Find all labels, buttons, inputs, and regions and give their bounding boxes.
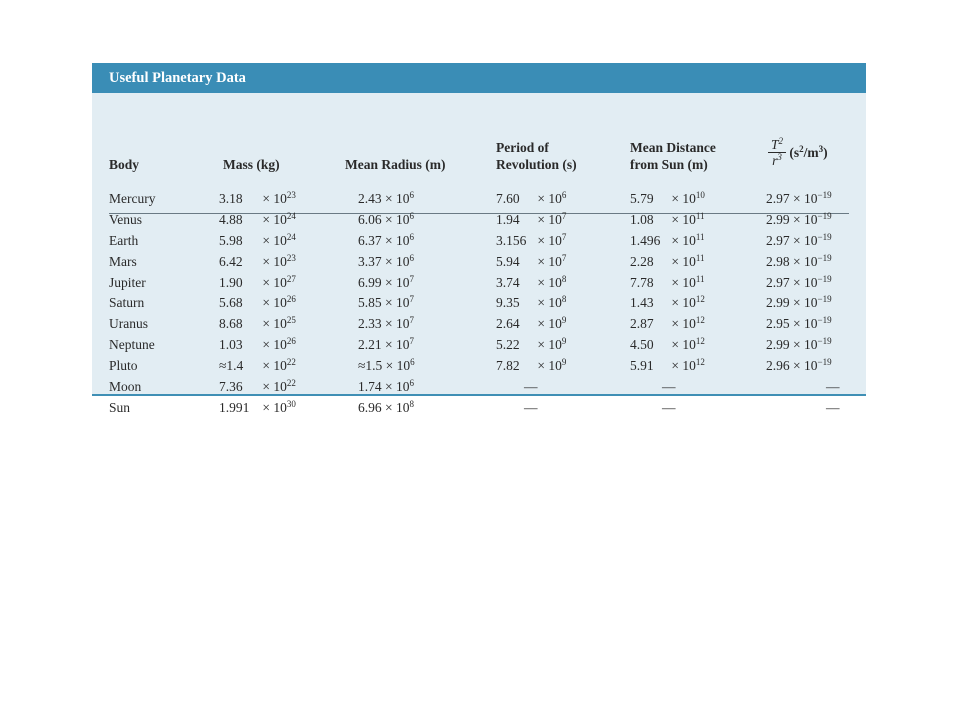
table-row xyxy=(92,335,866,356)
cell-distance xyxy=(630,314,705,335)
mantissa: 2.95 xyxy=(766,316,790,332)
mantissa: 1.08 xyxy=(630,211,654,227)
exponent: −19 xyxy=(817,294,832,305)
mantissa: 7.78 xyxy=(630,274,654,290)
dash-placeholder: — xyxy=(662,399,676,415)
exponent: 22 xyxy=(286,357,296,368)
header-period xyxy=(496,139,577,173)
times-sign: × 10 xyxy=(668,316,696,332)
exponent: −19 xyxy=(817,210,832,221)
times-sign: × 10 xyxy=(381,295,410,311)
cell-mass xyxy=(219,210,296,231)
mantissa: 6.06 xyxy=(358,211,382,227)
cell-body: Moon xyxy=(109,379,142,395)
dash-placeholder: — xyxy=(524,379,538,395)
times-sign: × 10 xyxy=(259,295,287,311)
mantissa: 9.35 xyxy=(496,295,520,311)
cell-ratio xyxy=(766,314,832,335)
exponent: 7 xyxy=(561,252,567,263)
exponent: 7 xyxy=(409,273,414,284)
cell-radius xyxy=(358,356,415,377)
exponent: 7 xyxy=(409,294,414,305)
mantissa: 6.37 xyxy=(358,232,382,248)
table-row xyxy=(92,377,866,398)
times-sign: × 10 xyxy=(381,399,410,415)
cell-body: Pluto xyxy=(109,358,138,374)
times-sign: × 10 xyxy=(259,316,287,332)
cell-period xyxy=(496,231,566,252)
exponent: 7 xyxy=(409,315,414,326)
mantissa: 2.98 xyxy=(766,253,790,269)
exponent: 9 xyxy=(561,357,567,368)
cell-mass xyxy=(219,252,296,273)
mantissa: 1.496 xyxy=(630,232,661,248)
exponent: −19 xyxy=(817,190,832,200)
mantissa: 4.88 xyxy=(219,211,243,227)
times-sign: × 10 xyxy=(382,358,411,374)
mantissa: 6.96 xyxy=(358,399,382,415)
cell-ratio xyxy=(766,252,832,273)
cell-body: Saturn xyxy=(109,295,145,311)
cell-body: Mercury xyxy=(109,191,156,206)
times-sign: × 10 xyxy=(259,399,287,415)
exponent: 11 xyxy=(695,273,705,284)
table-row xyxy=(92,398,866,419)
cell-body: Sun xyxy=(109,399,131,415)
mantissa: 5.85 xyxy=(358,295,382,311)
cell-distance xyxy=(630,293,705,314)
header-ratio xyxy=(768,137,828,168)
mantissa: 1.74 xyxy=(358,379,382,395)
table-row xyxy=(92,273,866,294)
cell-ratio xyxy=(766,398,840,419)
times-sign: × 10 xyxy=(789,253,818,269)
times-sign: × 10 xyxy=(534,253,562,269)
exponent: 7 xyxy=(561,231,567,242)
mantissa: 2.33 xyxy=(358,316,382,332)
table-row xyxy=(92,231,866,252)
times-sign: × 10 xyxy=(789,358,818,374)
exponent: 12 xyxy=(695,336,705,347)
exponent: 6 xyxy=(410,357,415,368)
exponent: 11 xyxy=(695,252,705,263)
header-distance xyxy=(630,139,716,173)
times-sign: × 10 xyxy=(534,316,562,332)
cell-body: Neptune xyxy=(109,337,155,353)
exponent: 7 xyxy=(409,336,414,347)
exponent: 9 xyxy=(561,315,567,326)
mantissa: 5.68 xyxy=(219,295,243,311)
mantissa: 2.21 xyxy=(358,337,382,353)
mantissa: 2.99 xyxy=(766,337,790,353)
mantissa: ≈1.4 xyxy=(219,358,244,374)
mantissa: 7.82 xyxy=(496,358,520,374)
times-sign: × 10 xyxy=(534,295,562,311)
ratio-fraction xyxy=(768,137,786,168)
mantissa: 5.22 xyxy=(496,337,520,353)
times-sign: × 10 xyxy=(534,274,562,290)
times-sign: × 10 xyxy=(789,337,818,353)
cell-period xyxy=(496,398,538,419)
times-sign: × 10 xyxy=(259,191,287,206)
exponent: 6 xyxy=(409,190,414,200)
cell-ratio xyxy=(766,273,832,294)
cell-period xyxy=(496,189,566,210)
cell-mass xyxy=(219,231,296,252)
exponent: −19 xyxy=(817,231,832,242)
exponent: 8 xyxy=(561,294,567,305)
cell-distance xyxy=(630,398,676,419)
mantissa: 5.98 xyxy=(219,232,243,248)
exponent: 23 xyxy=(286,252,296,263)
exponent: 9 xyxy=(561,336,567,347)
mantissa: 2.28 xyxy=(630,253,654,269)
mantissa: 3.37 xyxy=(358,253,382,269)
times-sign: × 10 xyxy=(259,211,287,227)
mantissa: 4.50 xyxy=(630,337,654,353)
cell-ratio xyxy=(766,210,832,231)
cell-distance xyxy=(630,273,705,294)
cell-period xyxy=(496,314,566,335)
exponent: −19 xyxy=(817,357,832,368)
mantissa: 2.43 xyxy=(358,191,382,206)
times-sign: × 10 xyxy=(534,211,562,227)
exponent: −19 xyxy=(817,315,832,326)
cell-mass xyxy=(219,189,296,210)
ratio-units: $(s^2/m^3)$ xyxy=(789,144,828,160)
cell-ratio xyxy=(766,293,832,314)
exponent: −19 xyxy=(817,273,832,284)
cell-radius xyxy=(358,335,414,356)
mantissa: 2.99 xyxy=(766,211,790,227)
cell-period xyxy=(496,273,566,294)
ratio-denominator: $r^3$ xyxy=(772,152,782,168)
cell-period xyxy=(496,252,566,273)
cell-ratio xyxy=(766,356,832,377)
cell-radius xyxy=(358,252,414,273)
times-sign: × 10 xyxy=(381,337,410,353)
header-period-line2: Revolution (s) xyxy=(496,157,577,172)
ratio-numerator: $T^2$ xyxy=(768,137,786,153)
table-row xyxy=(92,293,866,314)
mantissa: 2.97 xyxy=(766,232,790,248)
mantissa: 2.87 xyxy=(630,316,654,332)
times-sign: × 10 xyxy=(668,253,696,269)
header-mass: Mass (kg) xyxy=(223,157,280,172)
mantissa: 7.60 xyxy=(496,191,520,206)
exponent: 11 xyxy=(695,210,705,221)
times-sign: × 10 xyxy=(534,358,562,374)
dash-placeholder: — xyxy=(662,379,676,395)
cell-period xyxy=(496,293,566,314)
cell-radius xyxy=(358,314,414,335)
exponent: 6 xyxy=(409,210,414,221)
cell-distance xyxy=(630,377,676,398)
mantissa: 1.03 xyxy=(219,337,243,353)
cell-radius xyxy=(358,398,414,419)
table-row xyxy=(92,356,866,377)
times-sign: × 10 xyxy=(259,253,287,269)
times-sign: × 10 xyxy=(259,379,287,395)
exponent: 26 xyxy=(286,294,296,305)
planetary-data-table xyxy=(92,63,866,415)
mantissa: 5.91 xyxy=(630,358,654,374)
times-sign: × 10 xyxy=(534,337,562,353)
header-body: Body xyxy=(109,157,140,172)
exponent: 7 xyxy=(561,210,567,221)
mantissa: 3.156 xyxy=(496,232,527,248)
mantissa: 1.991 xyxy=(219,399,250,415)
dash-placeholder: — xyxy=(826,399,840,415)
cell-body: Venus xyxy=(109,211,142,227)
times-sign: × 10 xyxy=(381,232,410,248)
exponent: 6 xyxy=(409,252,414,263)
times-sign: × 10 xyxy=(668,295,696,311)
exponent: 8 xyxy=(561,273,567,284)
times-sign: × 10 xyxy=(381,253,410,269)
exponent: 12 xyxy=(695,315,705,326)
table-row xyxy=(92,252,866,273)
cell-mass xyxy=(219,356,296,377)
header-distance-line2: from Sun (m) xyxy=(630,157,708,172)
cell-period xyxy=(496,210,566,231)
times-sign: × 10 xyxy=(789,274,818,290)
table-row xyxy=(92,314,866,335)
mantissa: 8.68 xyxy=(219,316,243,332)
times-sign: × 10 xyxy=(789,232,818,248)
exponent: 30 xyxy=(286,398,296,409)
exponent: −19 xyxy=(817,336,832,347)
mantissa: 2.97 xyxy=(766,191,790,206)
cell-mass xyxy=(219,377,296,398)
cell-ratio xyxy=(766,335,832,356)
cell-radius xyxy=(358,231,414,252)
exponent: 6 xyxy=(561,190,567,200)
cell-radius xyxy=(358,210,414,231)
dash-placeholder: — xyxy=(826,379,840,395)
times-sign: × 10 xyxy=(259,232,287,248)
exponent: 22 xyxy=(286,378,296,389)
mantissa: ≈1.5 xyxy=(358,358,383,374)
table-title: Useful Planetary Data xyxy=(92,63,866,93)
mantissa: 2.97 xyxy=(766,274,790,290)
exponent: 8 xyxy=(409,398,414,409)
cell-distance xyxy=(630,356,705,377)
cell-ratio xyxy=(766,231,832,252)
exponent: 12 xyxy=(695,357,705,368)
exponent: 25 xyxy=(286,315,296,326)
times-sign: × 10 xyxy=(789,295,818,311)
mantissa: 3.18 xyxy=(219,191,243,206)
exponent: 10 xyxy=(695,190,705,200)
table-row xyxy=(92,210,866,231)
exponent: 27 xyxy=(286,273,296,284)
cell-body: Earth xyxy=(109,232,139,248)
exponent: −19 xyxy=(817,252,832,263)
table-row xyxy=(92,189,866,210)
mantissa: 2.96 xyxy=(766,358,790,374)
exponent: 24 xyxy=(286,210,296,221)
times-sign: × 10 xyxy=(668,358,696,374)
times-sign: × 10 xyxy=(381,316,410,332)
exponent: 11 xyxy=(695,231,705,242)
header-distance-line1: Mean Distance xyxy=(630,140,716,155)
table-body xyxy=(92,189,866,419)
mantissa: 5.79 xyxy=(630,191,654,206)
cell-mass xyxy=(219,398,296,419)
exponent: 23 xyxy=(286,190,296,200)
cell-ratio xyxy=(766,377,840,398)
cell-distance xyxy=(630,252,705,273)
exponent: 26 xyxy=(286,336,296,347)
mantissa: 1.90 xyxy=(219,274,243,290)
times-sign: × 10 xyxy=(668,191,696,206)
times-sign: × 10 xyxy=(381,191,410,206)
mantissa: 2.64 xyxy=(496,316,520,332)
times-sign: × 10 xyxy=(789,191,818,206)
cell-distance xyxy=(630,210,705,231)
cell-body: Mars xyxy=(109,253,137,269)
cell-distance xyxy=(630,189,705,210)
times-sign: × 10 xyxy=(381,211,410,227)
cell-period xyxy=(496,356,566,377)
mantissa: 6.42 xyxy=(219,253,243,269)
cell-radius xyxy=(358,273,414,294)
times-sign: × 10 xyxy=(668,211,696,227)
cell-body: Jupiter xyxy=(109,274,146,290)
exponent: 6 xyxy=(409,378,414,389)
cell-distance xyxy=(630,231,705,252)
header-radius: Mean Radius (m) xyxy=(345,157,446,172)
times-sign: × 10 xyxy=(259,358,287,374)
times-sign: × 10 xyxy=(534,191,562,206)
mantissa: 1.94 xyxy=(496,211,520,227)
times-sign: × 10 xyxy=(259,337,287,353)
cell-period xyxy=(496,377,538,398)
mantissa: 6.99 xyxy=(358,274,382,290)
cell-radius xyxy=(358,377,414,398)
times-sign: × 10 xyxy=(381,274,410,290)
mantissa: 3.74 xyxy=(496,274,520,290)
mantissa: 1.43 xyxy=(630,295,654,311)
dash-placeholder: — xyxy=(524,399,538,415)
cell-mass xyxy=(219,273,296,294)
times-sign: × 10 xyxy=(381,379,410,395)
exponent: 24 xyxy=(286,231,296,242)
exponent: 6 xyxy=(409,231,414,242)
cell-mass xyxy=(219,293,296,314)
times-sign: × 10 xyxy=(668,232,696,248)
exponent: 12 xyxy=(695,294,705,305)
times-sign: × 10 xyxy=(789,316,818,332)
cell-ratio xyxy=(766,189,832,210)
cell-mass xyxy=(219,314,296,335)
cell-mass xyxy=(219,335,296,356)
times-sign: × 10 xyxy=(668,274,696,290)
mantissa: 2.99 xyxy=(766,295,790,311)
cell-radius xyxy=(358,189,414,210)
header-period-line1: Period of xyxy=(496,140,549,155)
times-sign: × 10 xyxy=(534,232,562,248)
mantissa: 7.36 xyxy=(219,379,243,395)
cell-distance xyxy=(630,335,705,356)
times-sign: × 10 xyxy=(789,211,818,227)
cell-radius xyxy=(358,293,414,314)
times-sign: × 10 xyxy=(259,274,287,290)
cell-period xyxy=(496,335,566,356)
mantissa: 5.94 xyxy=(496,253,520,269)
cell-body: Uranus xyxy=(109,316,148,332)
times-sign: × 10 xyxy=(668,337,696,353)
